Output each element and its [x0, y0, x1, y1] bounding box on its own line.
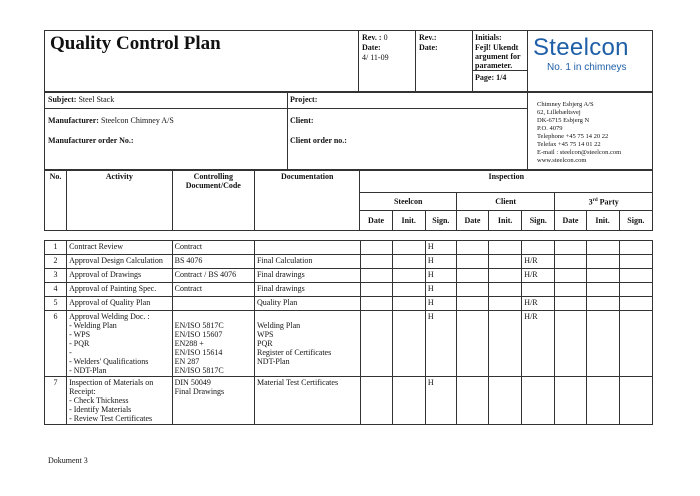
sub-init: Init.: [489, 211, 522, 231]
row-activity: Approval Design Calculation: [67, 255, 173, 269]
page-number: Page: 1/4: [475, 73, 507, 82]
col-controlling: Controlling Document/Code: [172, 171, 254, 231]
page-title: Quality Control Plan: [50, 33, 221, 54]
cell-third-date: [555, 377, 586, 425]
cell-client-sign: H/R: [522, 269, 555, 283]
sub-date: Date: [555, 211, 586, 231]
row-control: DIN 50049 Final Drawings: [172, 377, 254, 425]
cell-third-init: [586, 269, 619, 283]
cell-steelcon-init: [392, 297, 425, 311]
row-documentation: Quality Plan: [255, 297, 361, 311]
row-control: [172, 297, 254, 311]
cell-steelcon-date: [360, 377, 392, 425]
row-no: 6: [45, 311, 67, 377]
cell-client-sign: [522, 241, 555, 255]
date-value: 4/ 11-09: [362, 53, 389, 62]
cell-steelcon-date: [360, 297, 392, 311]
cell-steelcon-sign: H: [425, 297, 456, 311]
row-no: 4: [45, 283, 67, 297]
cell-steelcon-date: [360, 269, 392, 283]
cell-third-date: [555, 241, 586, 255]
cell-third-date: [555, 269, 586, 283]
cell-third-date: [555, 311, 586, 377]
manufacturer-order-label: Manufacturer order No.:: [48, 136, 134, 145]
cell-client-date: [456, 283, 488, 297]
row-documentation: Final drawings: [255, 283, 361, 297]
cell-steelcon-init: [392, 311, 425, 377]
cell-client-init: [489, 311, 522, 377]
cell-client-init: [489, 377, 522, 425]
cell-third-date: [555, 297, 586, 311]
cell-third-sign: [619, 311, 652, 377]
cell-third-date: [555, 255, 586, 269]
cell-client-init: [489, 283, 522, 297]
row-no: 7: [45, 377, 67, 425]
cell-third-sign: [619, 377, 652, 425]
row-documentation: Final drawings: [255, 269, 361, 283]
row-no: 3: [45, 269, 67, 283]
row-activity: Approval of Painting Spec.: [67, 283, 173, 297]
column-header-table: [44, 170, 653, 231]
col-client: Client: [456, 193, 554, 211]
cell-third-sign: [619, 283, 652, 297]
row-activity: Approval of Quality Plan: [67, 297, 173, 311]
col-third-party: 3rd Party: [555, 193, 653, 211]
cell-client-date: [456, 311, 488, 377]
initials-label: Initials:: [475, 33, 502, 42]
rev-label: Rev. : 0: [362, 33, 388, 42]
table-row: [45, 311, 653, 377]
row-documentation: Welding Plan WPS PQR Register of Certificates NDT-Plan: [255, 311, 361, 377]
cell-third-init: [586, 311, 619, 377]
row-documentation: Material Test Certificates: [255, 377, 361, 425]
row-documentation: [255, 241, 361, 255]
cell-client-init: [489, 269, 522, 283]
cell-steelcon-init: [392, 283, 425, 297]
col-documentation: Documentation: [254, 171, 360, 231]
row-control: Contract: [172, 283, 254, 297]
cell-steelcon-sign: H: [425, 269, 456, 283]
cell-steelcon-init: [392, 269, 425, 283]
row-no: 2: [45, 255, 67, 269]
sub-sign: Sign.: [425, 211, 456, 231]
sub-init: Init.: [392, 211, 425, 231]
table-row: [45, 297, 653, 311]
client-order-label: Client order no.:: [290, 136, 347, 145]
cell-client-init: [489, 255, 522, 269]
steelcon-logo: Steelcon No. 1 in chimneys: [533, 34, 629, 73]
table-row: [45, 283, 653, 297]
cell-steelcon-sign: H: [425, 377, 456, 425]
cell-steelcon-date: [360, 311, 392, 377]
date2-label: Date:: [419, 43, 438, 52]
col-activity: Activity: [67, 171, 173, 231]
row-control: BS 4076: [172, 255, 254, 269]
cell-client-sign: H/R: [522, 297, 555, 311]
sub-sign: Sign.: [522, 211, 555, 231]
date-label: Date:: [362, 43, 381, 52]
row-control: Contract: [172, 241, 254, 255]
table-row: [45, 377, 653, 425]
cell-third-sign: [619, 297, 652, 311]
company-address: Chimney Esbjerg A/S 62, Lillebæltsvej DK-6715 Esbjerg N P.O. 4079 Telephone +45 75 14 20 22 Telefax +45 75 14 01 22 E-mail : steelcon@steelcon.com www.steelcon.com: [537, 101, 622, 164]
row-control: Contract / BS 4076: [172, 269, 254, 283]
cell-third-init: [586, 377, 619, 425]
cell-client-sign: H/R: [522, 311, 555, 377]
col-no: No.: [45, 171, 67, 231]
cell-third-init: [586, 297, 619, 311]
cell-client-init: [489, 241, 522, 255]
cell-client-sign: H/R: [522, 255, 555, 269]
cell-steelcon-sign: H: [425, 241, 456, 255]
cell-client-date: [456, 255, 488, 269]
cell-steelcon-sign: H: [425, 255, 456, 269]
initials-value: Fejl! Ukendt argument for parameter.: [475, 43, 521, 70]
cell-steelcon-date: [360, 283, 392, 297]
cell-third-sign: [619, 255, 652, 269]
cell-third-sign: [619, 241, 652, 255]
table-row: [45, 269, 653, 283]
cell-third-init: [586, 255, 619, 269]
project-label: Project:: [290, 95, 318, 104]
cell-third-init: [586, 283, 619, 297]
cell-steelcon-date: [360, 255, 392, 269]
row-activity: Approval Welding Doc. : - Welding Plan - WPS - PQR - - Welders' Qualifications - NDT-Plan: [67, 311, 173, 377]
sub-sign: Sign.: [619, 211, 652, 231]
row-documentation: Final Calculation: [255, 255, 361, 269]
table-row: [45, 241, 653, 255]
row-activity: Contract Review: [67, 241, 173, 255]
table-row: [45, 255, 653, 269]
cell-steelcon-sign: H: [425, 283, 456, 297]
activity-table: [44, 240, 653, 425]
col-inspection: Inspection: [360, 171, 653, 193]
cell-client-sign: [522, 283, 555, 297]
cell-third-init: [586, 241, 619, 255]
cell-third-date: [555, 283, 586, 297]
cell-client-sign: [522, 377, 555, 425]
row-control: EN/ISO 5817C EN/ISO 15607 EN288 + EN/ISO 15614 EN 287 EN/ISO 5817C: [172, 311, 254, 377]
cell-client-date: [456, 377, 488, 425]
cell-third-sign: [619, 269, 652, 283]
footer-document: Dokument 3: [48, 456, 88, 465]
cell-steelcon-init: [392, 377, 425, 425]
col-steelcon: Steelcon: [360, 193, 456, 211]
rev2-label: Rev.:: [419, 33, 437, 42]
row-no: 5: [45, 297, 67, 311]
subject-field: Subject: Steel Stack: [48, 95, 115, 104]
sub-date: Date: [456, 211, 488, 231]
cell-client-date: [456, 269, 488, 283]
cell-steelcon-date: [360, 241, 392, 255]
cell-client-date: [456, 297, 488, 311]
row-no: 1: [45, 241, 67, 255]
sub-date: Date: [360, 211, 392, 231]
cell-steelcon-init: [392, 241, 425, 255]
cell-client-date: [456, 241, 488, 255]
manufacturer-field: Manufacturer: Steelcon Chimney A/S: [48, 116, 174, 125]
cell-steelcon-sign: H: [425, 311, 456, 377]
sub-init: Init.: [586, 211, 619, 231]
cell-client-init: [489, 297, 522, 311]
row-activity: Inspection of Materials on Receipt: - Check Thickness - Identify Materials - Review Test Certificates: [67, 377, 173, 425]
cell-steelcon-init: [392, 255, 425, 269]
row-activity: Approval of Drawings: [67, 269, 173, 283]
client-label: Client:: [290, 116, 314, 125]
